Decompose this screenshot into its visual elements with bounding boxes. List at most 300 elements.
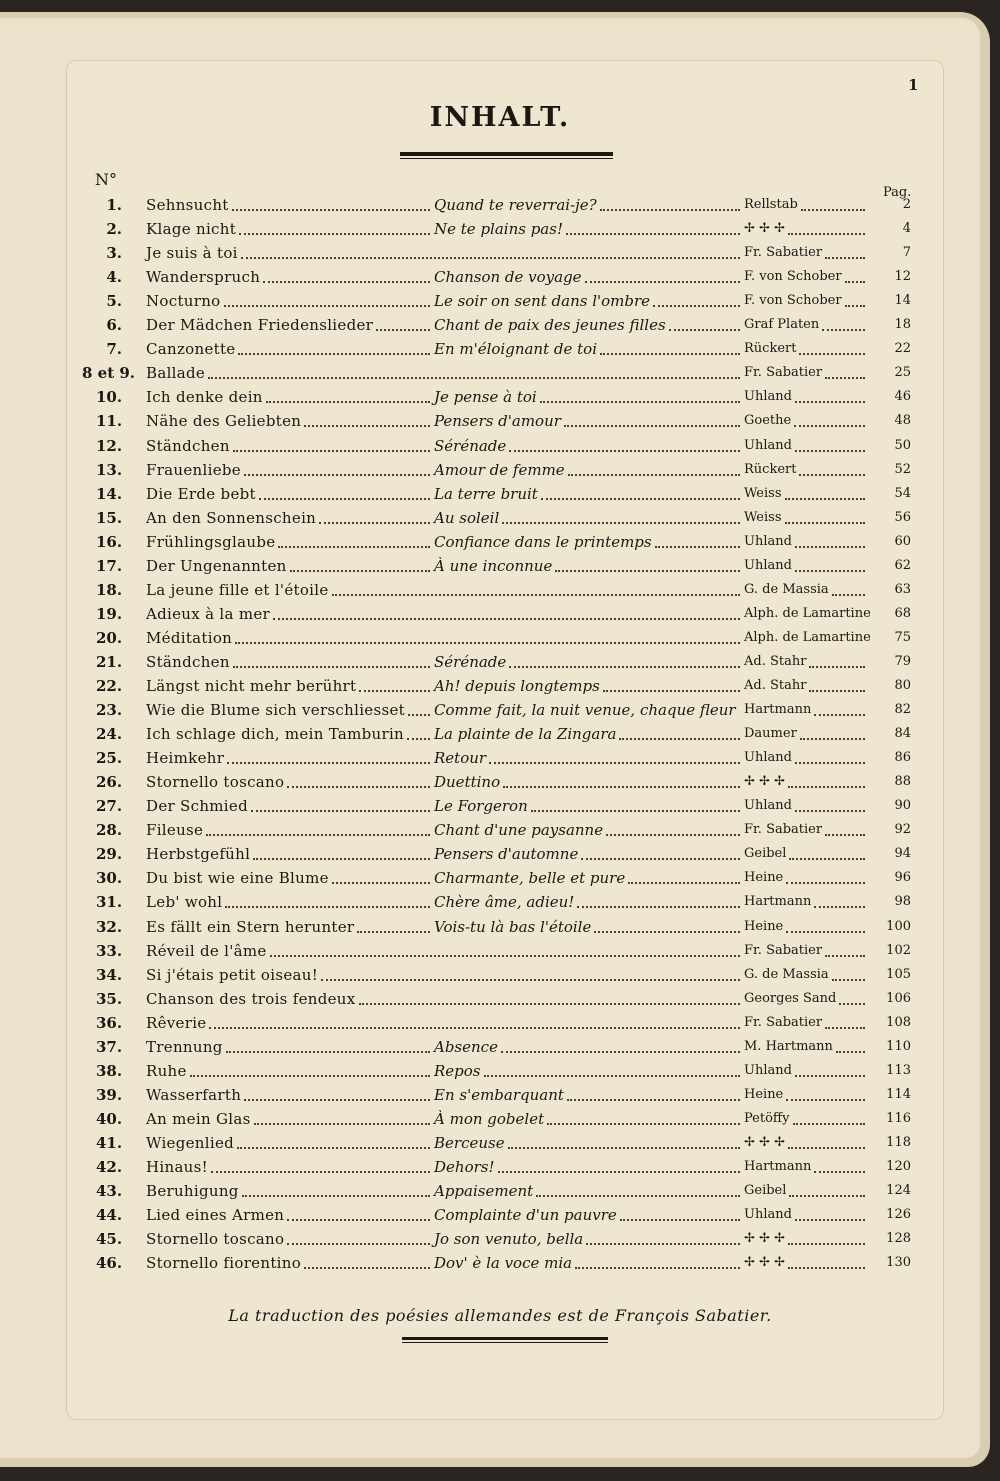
toc-entry	[0, 1085, 1000, 1109]
french-title: À une inconnue	[434, 556, 553, 575]
dot-leader	[795, 810, 865, 812]
entry-number: 2.	[106, 220, 122, 239]
toc-entry	[0, 363, 1000, 387]
entry-number: 35.	[96, 989, 123, 1008]
dot-leader	[655, 546, 740, 548]
german-title: Ständchen	[146, 436, 230, 455]
toc-entry	[0, 748, 1000, 772]
page-ref: 118	[886, 1134, 911, 1150]
german-title: Der Mädchen Friedenslieder	[146, 316, 374, 335]
dot-leader	[566, 233, 740, 235]
german-title: Wanderspruch	[146, 268, 261, 287]
author-name: Uhland	[744, 389, 792, 405]
dot-leader	[540, 401, 740, 403]
german-title: Si j'étais petit oiseau!	[146, 965, 319, 984]
french-title: Chant de paix des jeunes filles	[434, 316, 666, 335]
dot-leader	[206, 834, 430, 836]
author-name: M. Hartmann	[744, 1038, 833, 1054]
toc-entry	[0, 604, 1000, 628]
toc-entry	[0, 1061, 1000, 1085]
entry-number: 11.	[96, 412, 123, 431]
german-title: Sehnsucht	[146, 196, 229, 214]
toc-entry	[0, 1037, 1000, 1061]
dot-leader	[825, 1027, 865, 1029]
number-column-label: N°	[95, 170, 117, 189]
dot-leader	[825, 257, 865, 259]
entry-number: 26.	[96, 773, 123, 792]
dot-leader	[795, 1219, 865, 1221]
dot-leader	[789, 858, 865, 860]
toc-entry	[0, 965, 1000, 989]
french-title: Dov' è la voce mia	[434, 1254, 573, 1273]
dot-leader	[227, 762, 430, 764]
dot-leader	[600, 353, 740, 355]
dot-leader	[653, 305, 740, 307]
dot-leader	[814, 906, 865, 908]
german-title: Stornello toscano	[146, 773, 285, 792]
french-title: Berceuse	[434, 1133, 505, 1152]
author-name: Heine	[744, 918, 784, 934]
dot-leader	[304, 425, 430, 427]
page-ref: 25	[894, 365, 911, 381]
toc-entry	[0, 700, 1000, 724]
dot-leader	[304, 1267, 430, 1269]
entry-number: 38.	[96, 1061, 123, 1080]
dot-leader	[287, 1243, 430, 1245]
french-title: Je pense à toi	[434, 388, 537, 407]
french-title: Ah! depuis longtemps	[434, 677, 600, 695]
german-title: Frauenliebe	[146, 460, 241, 479]
german-title: Nähe des Geliebten	[146, 412, 302, 431]
dot-leader	[489, 762, 740, 764]
page-ref: 75	[894, 629, 911, 645]
toc-entry	[0, 820, 1000, 844]
dot-leader	[575, 1267, 740, 1269]
page-ref: 80	[894, 678, 911, 693]
dot-leader	[586, 1243, 740, 1245]
german-title: Wasserfarth	[146, 1085, 242, 1104]
french-title: La terre bruit	[434, 484, 538, 503]
page-ref: 105	[886, 966, 911, 982]
german-title: Réveil de l'âme	[146, 941, 267, 960]
page-column-label: Pag.	[883, 185, 912, 200]
toc-entry	[0, 243, 1000, 267]
page-ref: 52	[894, 461, 911, 477]
dot-leader	[788, 1267, 865, 1269]
french-title: À mon gobelet	[434, 1109, 545, 1128]
entry-number: 3.	[106, 244, 122, 263]
page-ref: 94	[894, 846, 911, 862]
toc-entry	[0, 1013, 1000, 1037]
author-name: Georges Sand	[744, 990, 837, 1006]
french-title: Vois-tu là bas l'étoile	[434, 917, 592, 936]
entry-number: 33.	[96, 941, 123, 960]
toc-entry	[0, 844, 1000, 868]
page-ref: 22	[894, 341, 911, 357]
toc-entry	[0, 941, 1000, 965]
author-name: Fr. Sabatier	[744, 822, 823, 838]
french-title: Repos	[434, 1061, 481, 1080]
dot-leader	[577, 906, 740, 908]
author-name: Fr. Sabatier	[744, 942, 823, 958]
author-name: Daumer	[744, 726, 797, 742]
author-name: Rellstab	[744, 197, 798, 212]
dot-leader	[266, 401, 430, 403]
entry-number: 41.	[96, 1133, 123, 1152]
entry-number: 40.	[96, 1109, 123, 1128]
dot-leader	[606, 834, 740, 836]
toc-entry	[0, 291, 1000, 315]
french-title: Absence	[434, 1037, 498, 1056]
toc-entry	[0, 1157, 1000, 1181]
dot-leader	[795, 762, 865, 764]
dot-leader	[233, 450, 430, 452]
page-ref: 2	[902, 197, 911, 212]
author-name: Hartmann	[744, 894, 812, 910]
page-ref: 113	[886, 1062, 911, 1078]
french-title: Chère âme, adieu!	[434, 893, 575, 912]
entry-number: 21.	[96, 652, 123, 671]
page-ref: 4	[902, 221, 911, 237]
german-title: Nocturno	[146, 292, 221, 311]
author-name: Ad. Stahr	[744, 678, 807, 693]
dot-leader	[785, 498, 865, 500]
german-title: Der Ungenannten	[146, 556, 287, 575]
page-ref: 50	[894, 437, 911, 453]
page-ref: 130	[886, 1255, 911, 1271]
author-name: Weiss	[744, 485, 782, 501]
entry-number: 42.	[96, 1158, 123, 1176]
french-title: Le Forgeron	[434, 797, 528, 816]
dot-leader	[555, 570, 740, 572]
german-title: Canzonette	[146, 340, 236, 359]
author-name: Uhland	[744, 798, 792, 814]
dot-leader	[536, 1195, 740, 1197]
entry-number: 13.	[96, 460, 123, 479]
entry-number: 10.	[96, 388, 123, 407]
page-ref: 116	[886, 1110, 911, 1126]
german-title: An mein Glas	[146, 1109, 251, 1128]
dot-leader	[273, 618, 740, 620]
author-name: Hartmann	[744, 702, 812, 718]
dot-leader	[669, 329, 740, 331]
dot-leader	[628, 882, 740, 884]
page-ref: 96	[894, 870, 911, 886]
german-title: Ruhe	[146, 1061, 187, 1080]
dot-leader	[788, 1243, 865, 1245]
dot-leader	[259, 498, 430, 500]
dot-leader	[484, 1075, 740, 1077]
toc-entry	[0, 628, 1000, 652]
dot-leader	[793, 1123, 865, 1125]
author-name: Geibel	[744, 1183, 787, 1199]
toc-entry	[0, 1181, 1000, 1205]
entry-number: 39.	[96, 1085, 123, 1104]
toc-entry	[0, 267, 1000, 291]
dot-leader	[801, 209, 865, 211]
french-title: Sérénade	[434, 652, 507, 671]
dot-leader	[278, 546, 430, 548]
entry-number: 6.	[106, 316, 122, 335]
author-name: Graf Platen	[744, 317, 820, 333]
dot-leader	[795, 1075, 865, 1077]
german-title: Beruhigung	[146, 1182, 239, 1201]
dot-leader	[845, 281, 865, 283]
toc-entry	[0, 772, 1000, 796]
dot-leader	[209, 1027, 740, 1029]
author-name: Heine	[744, 870, 784, 886]
entry-number: 37.	[96, 1037, 123, 1056]
author-name: Weiss	[744, 509, 782, 525]
entry-number: 7.	[106, 340, 122, 359]
german-title: An den Sonnenschein	[146, 508, 317, 527]
german-title: Ich schlage dich, mein Tamburin	[146, 725, 405, 744]
german-title: Fileuse	[146, 821, 204, 840]
german-title: La jeune fille et l'étoile	[146, 580, 329, 599]
dot-leader	[567, 1099, 740, 1101]
dot-leader	[786, 882, 865, 884]
german-title: Heimkehr	[146, 749, 225, 768]
dot-leader	[319, 522, 430, 524]
page-ref: 128	[886, 1231, 911, 1247]
entry-number: 18.	[96, 580, 123, 599]
french-title: Appaisement	[434, 1182, 534, 1201]
french-title: Au soleil	[434, 508, 500, 527]
author-name: G. de Massia	[744, 966, 829, 982]
dot-leader	[785, 522, 865, 524]
entry-number: 25.	[96, 749, 123, 768]
toc-entry	[0, 315, 1000, 339]
author-name: Fr. Sabatier	[744, 245, 823, 261]
dot-leader	[501, 1051, 740, 1053]
author-name: Uhland	[744, 533, 792, 549]
german-title: Stornello toscano	[146, 1230, 285, 1249]
dot-leader	[190, 1075, 430, 1077]
german-title: Der Schmied	[146, 797, 248, 816]
entry-number: 31.	[96, 893, 123, 912]
dot-leader	[809, 666, 865, 668]
page-ref: 7	[902, 245, 911, 261]
dot-leader	[235, 642, 740, 644]
toc-entry	[0, 917, 1000, 941]
author-name: ✢ ✢ ✢	[744, 1134, 785, 1150]
toc-entry	[0, 892, 1000, 916]
dot-leader	[620, 1219, 740, 1221]
dot-leader	[799, 353, 865, 355]
toc-entry	[0, 1229, 1000, 1253]
toc-entry	[0, 1253, 1000, 1277]
author-name: Alph. de Lamartine	[744, 605, 871, 621]
dot-leader	[800, 738, 865, 740]
dot-leader	[498, 1171, 740, 1173]
entry-number: 12.	[96, 436, 123, 455]
french-title: Le soir on sent dans l'ombre	[434, 292, 651, 311]
dot-leader	[287, 786, 430, 788]
dot-leader	[233, 666, 430, 668]
german-title: Adieux à la mer	[146, 604, 270, 623]
page-ref: 12	[894, 269, 911, 285]
dot-leader	[836, 1051, 865, 1053]
page-ref: 120	[886, 1159, 911, 1174]
page-ref: 54	[894, 485, 911, 501]
entry-number: 30.	[96, 869, 123, 888]
french-title: Quand te reverrai-je?	[434, 196, 597, 214]
toc-entry	[0, 1133, 1000, 1157]
entry-number: 27.	[96, 797, 123, 816]
page-ref: 90	[894, 798, 911, 814]
dot-leader	[585, 281, 740, 283]
french-title: Duettino	[434, 773, 501, 792]
page-ref: 88	[894, 774, 911, 790]
page-ref: 84	[894, 726, 911, 742]
dot-leader	[795, 546, 865, 548]
page-ref: 100	[886, 918, 911, 934]
dot-leader	[814, 1171, 865, 1173]
author-name: ✢ ✢ ✢	[744, 774, 785, 790]
author-name: F. von Schober	[744, 269, 842, 285]
french-title: Jo son venuto, bella	[434, 1230, 584, 1249]
dot-leader	[825, 834, 865, 836]
toc-entry	[0, 387, 1000, 411]
toc-entry	[0, 532, 1000, 556]
french-title: Complainte d'un pauvre	[434, 1206, 617, 1225]
french-title: Dehors!	[434, 1158, 495, 1176]
footer-rule-thick	[402, 1337, 608, 1340]
dot-leader	[832, 979, 865, 981]
author-name: ✢ ✢ ✢	[744, 1231, 785, 1247]
german-title: Leb' wohl	[146, 893, 223, 912]
dot-leader	[600, 209, 740, 211]
author-name: Uhland	[744, 1207, 792, 1223]
german-title: Ballade	[146, 364, 206, 383]
entry-number: 45.	[96, 1230, 123, 1249]
dot-leader	[242, 1195, 430, 1197]
toc-entry	[0, 411, 1000, 435]
toc-entry	[0, 676, 1000, 700]
french-title: Confiance dans le printemps	[434, 532, 652, 551]
page-ref: 56	[894, 509, 911, 525]
dot-leader	[547, 1123, 740, 1125]
entry-number: 19.	[96, 604, 123, 623]
page-ref: 98	[894, 894, 911, 910]
dot-leader	[232, 209, 430, 211]
entry-number: 5.	[106, 292, 122, 311]
dot-leader	[239, 233, 430, 235]
german-title: Wiegenlied	[146, 1133, 235, 1152]
author-name: Rückert	[744, 341, 797, 357]
page-ref: 124	[886, 1183, 911, 1199]
dot-leader	[786, 1099, 865, 1101]
page-ref: 60	[894, 533, 911, 549]
dot-leader	[357, 931, 430, 933]
dot-leader	[795, 450, 865, 452]
author-name: Petöffy	[744, 1110, 790, 1126]
entry-number: 34.	[96, 965, 123, 984]
french-title: Sérénade	[434, 436, 507, 455]
entry-number: 16.	[96, 532, 123, 551]
dot-leader	[359, 690, 430, 692]
entry-number: 22.	[96, 677, 123, 695]
german-title: Frühlingsglaube	[146, 532, 276, 551]
french-title: La plainte de la Zingara	[434, 725, 617, 744]
dot-leader	[788, 786, 865, 788]
german-title: Längst nicht mehr berührt	[146, 677, 357, 695]
entry-number: 43.	[96, 1182, 123, 1201]
dot-leader	[251, 810, 430, 812]
german-title: Stornello fiorentino	[146, 1254, 302, 1273]
dot-leader	[845, 305, 865, 307]
german-title: Trennung	[146, 1037, 223, 1056]
author-name: Fr. Sabatier	[744, 365, 823, 381]
german-title: Die Erde bebt	[146, 484, 256, 503]
dot-leader	[799, 474, 865, 476]
toc-entry	[0, 339, 1000, 363]
author-name: Goethe	[744, 413, 792, 429]
page-ref: 102	[886, 942, 911, 958]
german-title: Je suis à toi	[146, 244, 238, 263]
page-ref: 14	[894, 293, 911, 309]
dot-leader	[509, 450, 740, 452]
entry-number: 23.	[96, 701, 123, 720]
dot-leader	[502, 522, 740, 524]
page-ref: 62	[894, 557, 911, 573]
dot-leader	[509, 666, 740, 668]
french-title: Chanson de voyage	[434, 268, 582, 287]
dot-leader	[568, 474, 740, 476]
author-name: Hartmann	[744, 1159, 812, 1174]
toc-entry	[0, 195, 1000, 219]
page-ref: 82	[894, 702, 911, 718]
toc-entry	[0, 1205, 1000, 1229]
german-title: Chanson des trois fendeux	[146, 989, 356, 1008]
german-title: Klage nicht	[146, 220, 237, 239]
dot-leader	[290, 570, 430, 572]
dot-leader	[332, 594, 740, 596]
dot-leader	[822, 329, 865, 331]
german-title: Ich denke dein	[146, 388, 263, 407]
dot-leader	[789, 1195, 865, 1197]
entry-number: 32.	[96, 917, 123, 936]
page-ref: 48	[894, 413, 911, 429]
german-title: Lied eines Armen	[146, 1206, 285, 1225]
entry-number: 8 et 9.	[82, 364, 136, 383]
entry-number: 17.	[96, 556, 123, 575]
entry-number: 24.	[96, 725, 123, 744]
title-rule-thick	[400, 152, 613, 156]
author-name: Uhland	[744, 750, 792, 766]
german-title: Méditation	[146, 628, 233, 647]
french-title: Ne te plains pas!	[434, 220, 563, 239]
entry-number: 4.	[106, 268, 122, 287]
page-ref: 114	[886, 1086, 911, 1102]
dot-leader	[619, 738, 740, 740]
dot-leader	[241, 257, 740, 259]
dot-leader	[788, 1147, 865, 1149]
dot-leader	[564, 425, 740, 427]
dot-leader	[531, 810, 740, 812]
toc-entry	[0, 652, 1000, 676]
german-title: Du bist wie eine Blume	[146, 869, 329, 888]
toc-entry	[0, 484, 1000, 508]
dot-leader	[794, 425, 865, 427]
author-name: Geibel	[744, 846, 787, 862]
author-name: F. von Schober	[744, 293, 842, 309]
toc-entry	[0, 436, 1000, 460]
dot-leader	[254, 1123, 430, 1125]
author-name: Uhland	[744, 437, 792, 453]
french-title: En s'embarquant	[434, 1085, 564, 1104]
author-name: ✢ ✢ ✢	[744, 221, 785, 237]
